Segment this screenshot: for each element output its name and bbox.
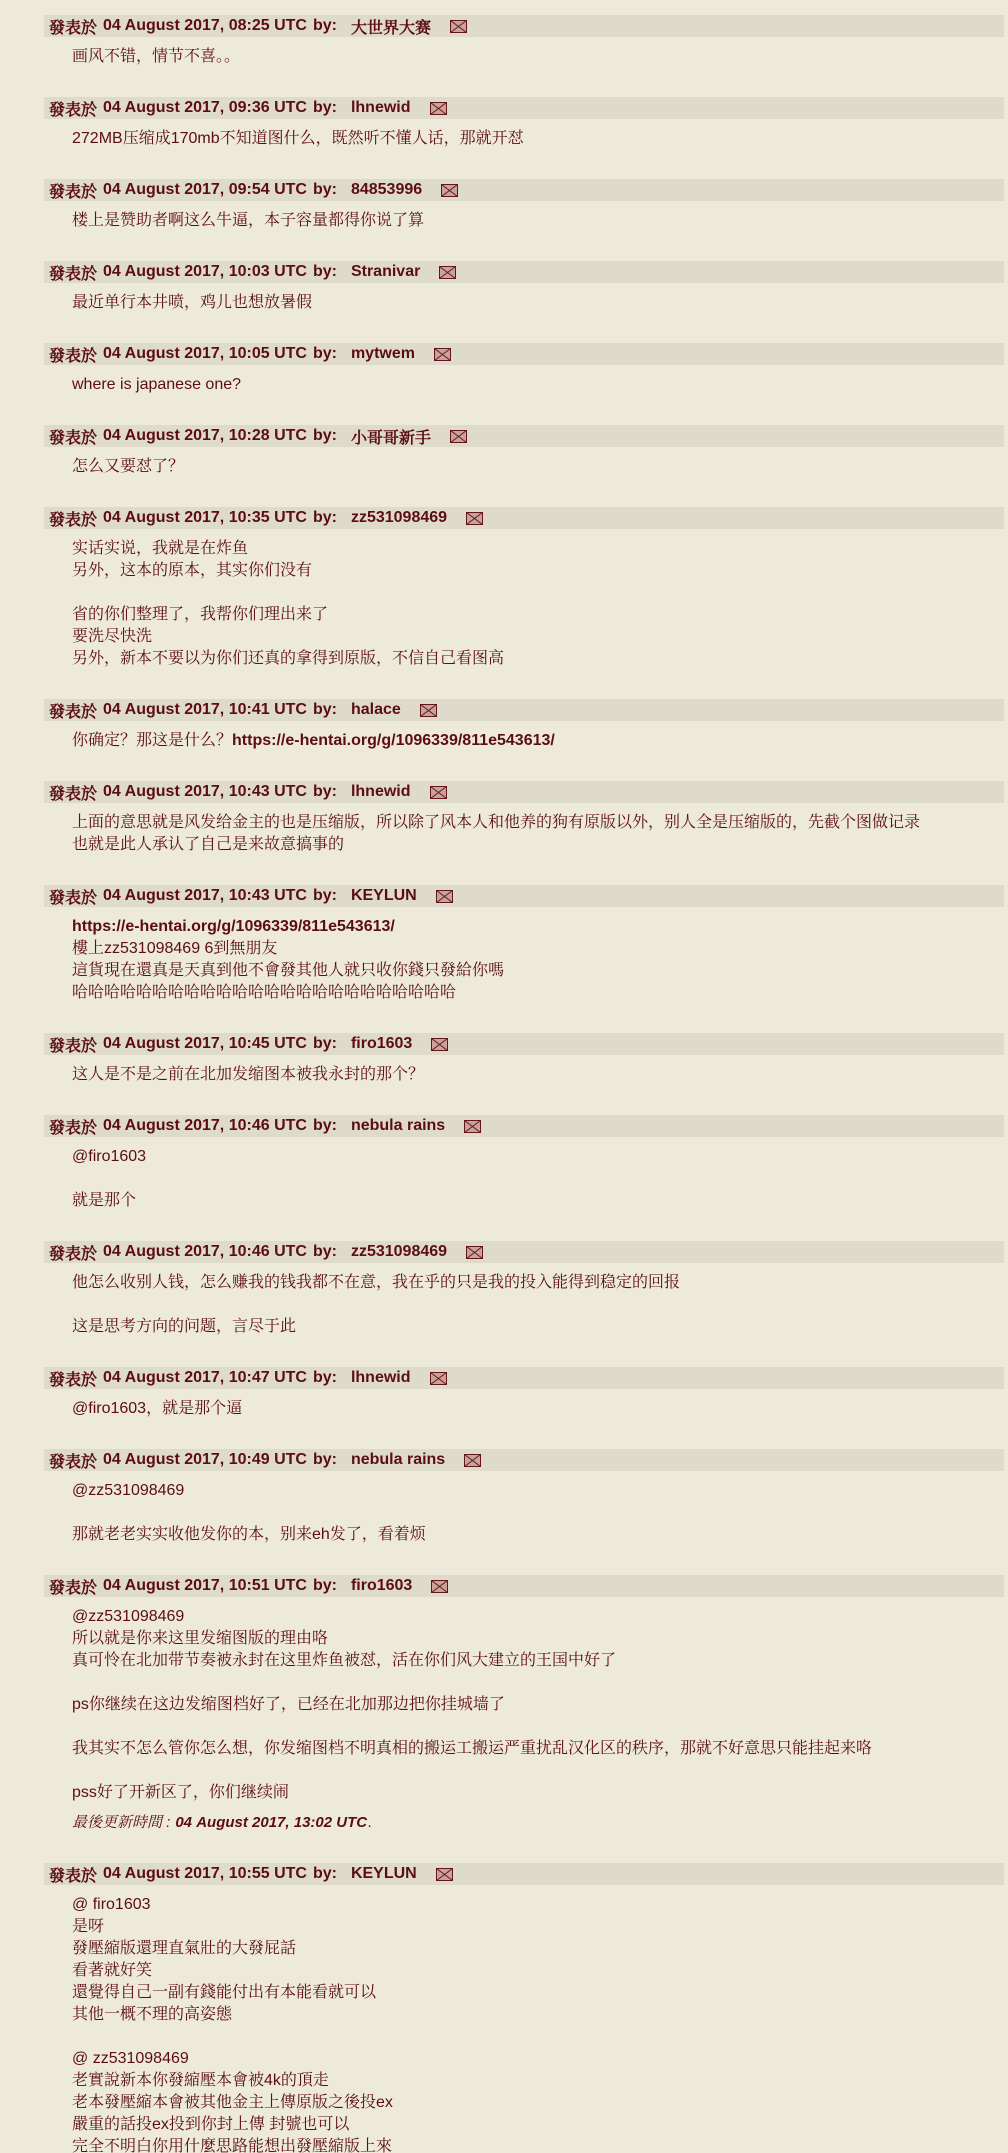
- text-segment: 看著就好笑: [72, 1962, 153, 1979]
- post-author-link[interactable]: nebula rains: [350, 1117, 446, 1134]
- text-segment: 就是那个: [72, 1192, 137, 1209]
- post-author-link[interactable]: lhnewid: [350, 783, 411, 800]
- text-segment: 上面的意思就是风发给金主的也是压缩版，所以除了风本人和他养的狗有原版以外，别人全是压缩版的，先截个图做记录: [72, 814, 921, 831]
- text-segment: 嚴重的話投ex投到你封上傳 封號也可以: [72, 2116, 350, 2133]
- text-segment: 画风不错，情节不喜。。: [72, 48, 241, 65]
- post-line: [72, 834, 1004, 856]
- pm-envelope-icon[interactable]: [430, 786, 447, 799]
- forum-post: [44, 885, 1004, 1004]
- by-label: by:: [312, 99, 337, 116]
- post-author-link[interactable]: firo1603: [350, 1035, 413, 1052]
- post-timestamp: 04 August 2017, 10:28 UTC: [103, 427, 307, 444]
- text-segment: 樓上zz531098469 6到無朋友: [72, 940, 278, 957]
- post-content: [72, 292, 1004, 314]
- post-content: [72, 916, 1004, 1004]
- post-line: [72, 938, 1004, 960]
- text-segment: 哈哈哈哈哈哈哈哈哈哈哈哈哈哈哈哈哈哈哈哈哈哈哈哈: [72, 984, 457, 1001]
- post-author-link[interactable]: KEYLUN: [350, 1865, 417, 1882]
- post-header: [44, 507, 1004, 529]
- posted-on-label: 發表於: [49, 1119, 98, 1137]
- post-line: [72, 1294, 1004, 1316]
- post-timestamp: 04 August 2017, 10:43 UTC: [103, 783, 307, 800]
- by-label: by:: [312, 1369, 337, 1386]
- post-content: [72, 46, 1004, 68]
- text-segment: where is japanese one?: [72, 376, 242, 393]
- text-segment: 272MB压缩成170mb不知道图什么，既然听不懂人话，那就开怼: [72, 130, 524, 147]
- post-author-link[interactable]: 大世界大赛: [350, 19, 431, 37]
- text-segment: 另外，新本不要以为你们还真的拿得到原版，不信自己看图高: [72, 650, 505, 667]
- posted-on-label: 發表於: [49, 1245, 98, 1263]
- post-line: [72, 374, 1004, 396]
- posted-on-label: 發表於: [49, 1453, 98, 1471]
- post-line: [72, 1064, 1004, 1086]
- post-timestamp: 04 August 2017, 10:46 UTC: [103, 1117, 307, 1134]
- forum-post: [44, 425, 1004, 478]
- post-timestamp: 04 August 2017, 10:55 UTC: [103, 1865, 307, 1882]
- by-label: by:: [312, 17, 337, 34]
- by-label: by:: [312, 1577, 337, 1594]
- post-line: [72, 2004, 1004, 2026]
- post-content: [72, 1480, 1004, 1546]
- forum-post: [44, 699, 1004, 752]
- post-timestamp: 04 August 2017, 08:25 UTC: [103, 17, 307, 34]
- pm-envelope-icon[interactable]: [430, 1372, 447, 1385]
- pm-envelope-icon[interactable]: [466, 1246, 483, 1259]
- forum-post: [44, 261, 1004, 314]
- content-link[interactable]: https://e-hentai.org/g/1096339/811e543613/: [72, 918, 395, 935]
- post-line: [72, 730, 1004, 752]
- by-label: by:: [312, 427, 337, 444]
- post-line: [72, 604, 1004, 626]
- by-label: by:: [312, 701, 337, 718]
- text-segment: 这人是不是之前在北加发缩图本被我永封的那个？: [72, 1066, 425, 1083]
- by-label: by:: [312, 181, 337, 198]
- post-content: [72, 1272, 1004, 1338]
- text-segment: 另外，这本的原本，其实你们没有: [72, 562, 313, 579]
- post-line: [72, 1916, 1004, 1938]
- by-label: by:: [312, 345, 337, 362]
- pm-envelope-icon[interactable]: [436, 890, 453, 903]
- post-header: [44, 1863, 1004, 1885]
- text-segment: 老實說新本你發縮壓本會被4k的頂走: [72, 2072, 329, 2089]
- post-header: [44, 1367, 1004, 1389]
- post-line: [72, 1782, 1004, 1804]
- post-line: [72, 538, 1004, 560]
- text-segment: 楼上是赞助者啊这么牛逼，本子容量都得你说了算: [72, 212, 425, 229]
- post-author-link[interactable]: halace: [350, 701, 401, 718]
- forum-post: [44, 343, 1004, 396]
- content-link[interactable]: https://e-hentai.org/g/1096339/811e543613/: [232, 732, 555, 749]
- post-header: [44, 699, 1004, 721]
- text-segment: 老本發壓縮本會被其他金主上傳原版之後投ex: [72, 2094, 393, 2111]
- posted-on-label: 發表於: [49, 785, 98, 803]
- posted-on-label: 發表於: [49, 19, 98, 37]
- post-line: [72, 648, 1004, 670]
- by-label: by:: [312, 1451, 337, 1468]
- pm-envelope-icon[interactable]: [431, 1038, 448, 1051]
- posted-on-label: 發表於: [49, 511, 98, 529]
- post-line: [72, 2026, 1004, 2048]
- post-line: [72, 2114, 1004, 2136]
- text-segment: 也就是此人承认了自己是来故意搞事的: [72, 836, 345, 853]
- forum-post: [44, 1449, 1004, 1546]
- by-label: by:: [312, 1117, 337, 1134]
- text-segment: 要洗尽快洗: [72, 628, 153, 645]
- post-line: [72, 916, 1004, 938]
- text-segment: 这是思考方向的问题，言尽于此: [72, 1318, 297, 1335]
- post-content: [72, 128, 1004, 150]
- forum-post: [44, 15, 1004, 68]
- post-header: [44, 97, 1004, 119]
- post-content: [72, 538, 1004, 670]
- forum-post: [44, 97, 1004, 150]
- post-line: [72, 1628, 1004, 1650]
- post-line: [72, 982, 1004, 1004]
- pm-envelope-icon[interactable]: [431, 1580, 448, 1593]
- posted-on-label: 發表於: [49, 1037, 98, 1055]
- forum-post: [44, 1367, 1004, 1420]
- post-line: [72, 2048, 1004, 2070]
- pm-envelope-icon[interactable]: [441, 184, 458, 197]
- by-label: by:: [312, 1035, 337, 1052]
- forum-post: [44, 1575, 1004, 1834]
- post-author-link[interactable]: Stranivar: [350, 263, 421, 280]
- post-line: [72, 626, 1004, 648]
- post-timestamp: 04 August 2017, 09:54 UTC: [103, 181, 307, 198]
- by-label: by:: [312, 263, 337, 280]
- post-timestamp: 04 August 2017, 10:47 UTC: [103, 1369, 307, 1386]
- post-timestamp: 04 August 2017, 10:49 UTC: [103, 1451, 307, 1468]
- post-author-link[interactable]: lhnewid: [350, 99, 411, 116]
- post-timestamp: 04 August 2017, 10:51 UTC: [103, 1577, 307, 1594]
- text-segment: @zz531098469: [72, 1482, 185, 1499]
- post-timestamp: 04 August 2017, 10:05 UTC: [103, 345, 307, 362]
- forum-post: [44, 781, 1004, 856]
- post-author-link[interactable]: 小哥哥新手: [350, 429, 431, 447]
- post-line: [72, 960, 1004, 982]
- post-line: [72, 1894, 1004, 1916]
- forum-post: [44, 1033, 1004, 1086]
- post-header: [44, 15, 1004, 37]
- text-segment: 完全不明白你用什麼思路能想出發壓縮版上來: [72, 2138, 393, 2153]
- post-line: [72, 456, 1004, 478]
- post-line: [72, 1480, 1004, 1502]
- last-edited-date: 04 August 2017, 13:02 UTC: [175, 1814, 368, 1831]
- post-content: [72, 730, 1004, 752]
- text-segment: @ zz531098469: [72, 2050, 189, 2067]
- post-line: [72, 582, 1004, 604]
- by-label: by:: [312, 783, 337, 800]
- post-line: [72, 1694, 1004, 1716]
- text-segment: 還覺得自己一副有錢能付出有本能看就可以: [72, 1984, 377, 2001]
- post-author-link[interactable]: zz531098469: [350, 1243, 448, 1260]
- post-timestamp: 04 August 2017, 10:41 UTC: [103, 701, 307, 718]
- post-line: [72, 1146, 1004, 1168]
- forum-post: [44, 1863, 1004, 2153]
- post-header: [44, 1115, 1004, 1137]
- post-content: [72, 456, 1004, 478]
- post-line: [72, 1982, 1004, 2004]
- posted-on-label: 發表於: [49, 889, 98, 907]
- post-line: [72, 2136, 1004, 2153]
- post-line: [72, 1606, 1004, 1628]
- post-timestamp: 04 August 2017, 10:45 UTC: [103, 1035, 307, 1052]
- post-header: [44, 261, 1004, 283]
- post-header: [44, 1033, 1004, 1055]
- last-edited-note: [72, 1812, 1004, 1834]
- post-timestamp: 04 August 2017, 10:46 UTC: [103, 1243, 307, 1260]
- text-segment: 你确定？那这是什么？: [72, 732, 233, 749]
- text-segment: 省的你们整理了，我帮你们理出来了: [72, 606, 329, 623]
- by-label: by:: [312, 1243, 337, 1260]
- pm-envelope-icon[interactable]: [466, 512, 483, 525]
- text-segment: 是呀: [72, 1918, 105, 1935]
- text-segment: 最近单行本井喷，鸡儿也想放暑假: [72, 294, 313, 311]
- pm-envelope-icon[interactable]: [430, 102, 447, 115]
- pm-envelope-icon[interactable]: [464, 1454, 481, 1467]
- post-timestamp: 04 August 2017, 09:36 UTC: [103, 99, 307, 116]
- last-edited-label: 最後更新時間 :: [72, 1814, 171, 1831]
- pm-envelope-icon[interactable]: [436, 1868, 453, 1881]
- post-line: [72, 1650, 1004, 1672]
- last-edited-suffix: .: [368, 1814, 373, 1831]
- post-author-link[interactable]: lhnewid: [350, 1369, 411, 1386]
- post-content: [72, 812, 1004, 856]
- text-segment: 所以就是你来这里发缩图版的理由咯: [72, 1630, 329, 1647]
- post-timestamp: 04 August 2017, 10:43 UTC: [103, 887, 307, 904]
- posted-on-label: 發表於: [49, 183, 98, 201]
- post-header: [44, 1449, 1004, 1471]
- text-segment: 实话实说，我就是在炸鱼: [72, 540, 249, 557]
- post-line: [72, 2070, 1004, 2092]
- post-author-link[interactable]: mytwem: [350, 345, 415, 362]
- post-line: [72, 1760, 1004, 1782]
- text-segment: 真可怜在北加带节奏被永封在这里炸鱼被怼，活在你们风大建立的王国中好了: [72, 1652, 617, 1669]
- pm-envelope-icon[interactable]: [450, 430, 467, 443]
- post-header: [44, 781, 1004, 803]
- forum-post: [44, 1115, 1004, 1212]
- posted-on-label: 發表於: [49, 1371, 98, 1389]
- text-segment: @firo1603: [72, 1148, 147, 1165]
- post-line: [72, 46, 1004, 68]
- pm-envelope-icon[interactable]: [420, 704, 437, 717]
- post-line: [72, 1272, 1004, 1294]
- text-segment: 這貨現在還真是天真到他不會發其他人就只收你錢只發給你嗎: [72, 962, 505, 979]
- post-author-link[interactable]: nebula rains: [350, 1451, 446, 1468]
- post-header: [44, 425, 1004, 447]
- post-line: [72, 1672, 1004, 1694]
- post-content: [72, 1146, 1004, 1212]
- posted-on-label: 發表於: [49, 1579, 98, 1597]
- text-segment: ps你继续在这边发缩图档好了，已经在北加那边把你挂城墙了: [72, 1696, 505, 1713]
- text-segment: pss好了开新区了，你们继续闹: [72, 1784, 289, 1801]
- post-header: [44, 343, 1004, 365]
- post-line: [72, 292, 1004, 314]
- by-label: by:: [312, 887, 337, 904]
- post-content: [72, 374, 1004, 396]
- by-label: by:: [312, 1865, 337, 1882]
- forum-post: [44, 507, 1004, 670]
- post-line: [72, 1316, 1004, 1338]
- post-line: [72, 128, 1004, 150]
- post-line: [72, 1190, 1004, 1212]
- pm-envelope-icon[interactable]: [450, 20, 467, 33]
- post-header: [44, 1575, 1004, 1597]
- by-label: by:: [312, 509, 337, 526]
- post-header: [44, 885, 1004, 907]
- post-content: [72, 1606, 1004, 1834]
- post-line: [72, 812, 1004, 834]
- post-line: [72, 1398, 1004, 1420]
- pm-envelope-icon[interactable]: [464, 1120, 481, 1133]
- posted-on-label: 發表於: [49, 265, 98, 283]
- post-content: [72, 210, 1004, 232]
- post-header: [44, 1241, 1004, 1263]
- forum-post: [44, 179, 1004, 232]
- pm-envelope-icon[interactable]: [434, 348, 451, 361]
- post-header: [44, 179, 1004, 201]
- post-author-link[interactable]: zz531098469: [350, 509, 448, 526]
- post-content: [72, 1398, 1004, 1420]
- post-line: [72, 1502, 1004, 1524]
- post-author-link[interactable]: firo1603: [350, 1577, 413, 1594]
- text-segment: 他怎么收别人钱，怎么赚我的钱我都不在意，我在乎的只是我的投入能得到稳定的回报: [72, 1274, 681, 1291]
- post-line: [72, 2092, 1004, 2114]
- post-line: [72, 1524, 1004, 1546]
- pm-envelope-icon[interactable]: [439, 266, 456, 279]
- post-timestamp: 04 August 2017, 10:03 UTC: [103, 263, 307, 280]
- text-segment: 怎么又要怼了？: [72, 458, 185, 475]
- post-line: [72, 1168, 1004, 1190]
- post-content: [72, 1894, 1004, 2153]
- text-segment: @firo1603，就是那个逼: [72, 1400, 243, 1417]
- text-segment: 我其实不怎么管你怎么想，你发缩图档不明真相的搬运工搬运严重扰乱汉化区的秩序，那就不好意思只能挂起来咯: [72, 1740, 873, 1757]
- text-segment: 其他一概不理的高姿態: [72, 2006, 233, 2023]
- post-timestamp: 04 August 2017, 10:35 UTC: [103, 509, 307, 526]
- post-line: [72, 1716, 1004, 1738]
- post-line: [72, 1960, 1004, 1982]
- post-author-link[interactable]: 84853996: [350, 181, 423, 198]
- text-segment: @ firo1603: [72, 1896, 151, 1913]
- post-line: [72, 210, 1004, 232]
- text-segment: 那就老老实实收他发你的本，别来eh发了，看着烦: [72, 1526, 426, 1543]
- forum-post: [44, 1241, 1004, 1338]
- posted-on-label: 發表於: [49, 429, 98, 447]
- posted-on-label: 發表於: [49, 347, 98, 365]
- posted-on-label: 發表於: [49, 703, 98, 721]
- text-segment: 發壓縮版還理直氣壯的大發屁話: [72, 1940, 297, 1957]
- post-line: [72, 1938, 1004, 1960]
- post-line: [72, 1738, 1004, 1760]
- post-author-link[interactable]: KEYLUN: [350, 887, 417, 904]
- text-segment: @zz531098469: [72, 1608, 185, 1625]
- post-content: [72, 1064, 1004, 1086]
- posted-on-label: 發表於: [49, 101, 98, 119]
- posted-on-label: 發表於: [49, 1867, 98, 1885]
- post-line: [72, 560, 1004, 582]
